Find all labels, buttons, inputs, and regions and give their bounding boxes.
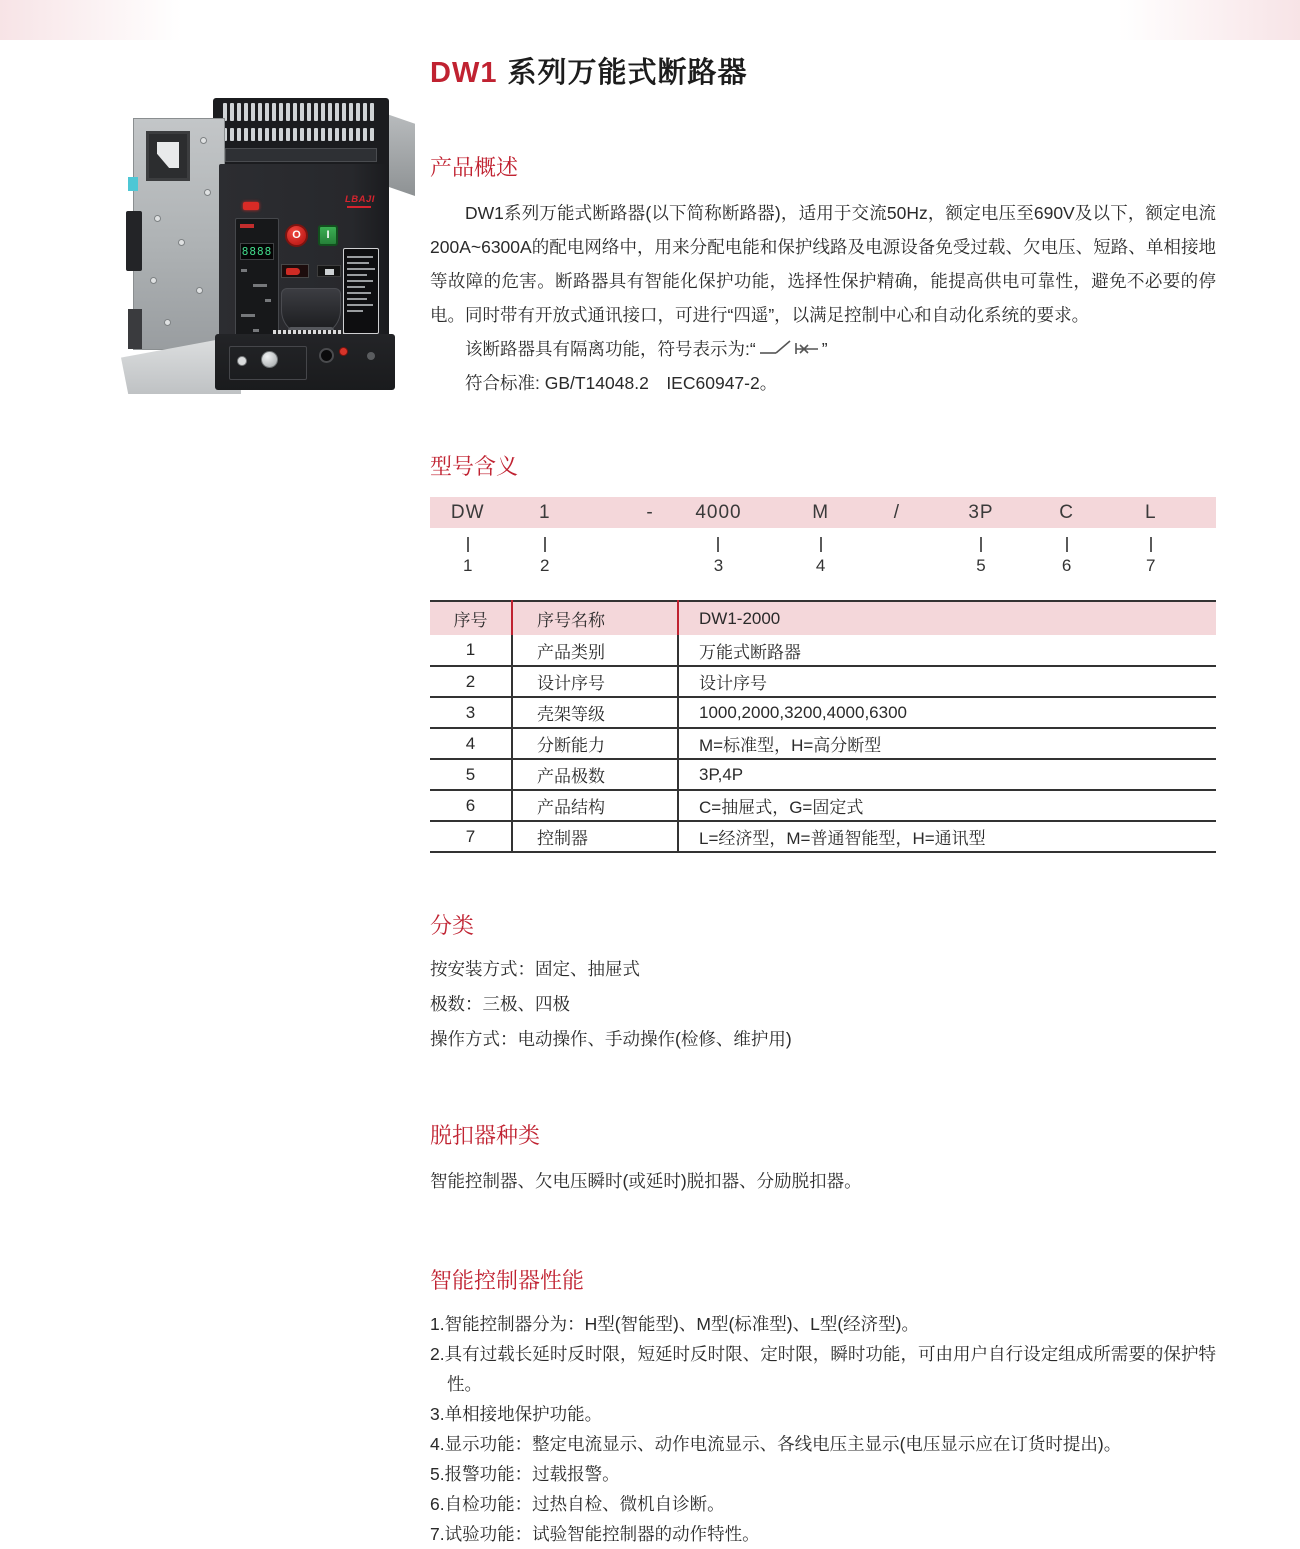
model-table-cell: 产品极数: [512, 759, 678, 790]
nameplate-text-line: [347, 274, 367, 276]
nameplate-text-line: [347, 268, 375, 270]
screw-icon: [154, 215, 161, 222]
isolation-function-symbol-icon: [758, 337, 820, 359]
nameplate-text-line: [347, 298, 367, 300]
nameplate-text-line: [347, 292, 371, 294]
screw-icon: [200, 137, 207, 144]
screw-icon: [204, 189, 211, 196]
controller-logo-mark: [240, 224, 254, 228]
base-dial: [319, 348, 334, 363]
model-segment-label: 4000: [695, 501, 742, 523]
column-header-model: DW1-2000: [678, 601, 1216, 635]
model-segment-label: -: [646, 501, 654, 523]
model-segment-tick: [980, 537, 982, 552]
terminal-pin-icon: [244, 128, 248, 141]
model-code-band: [430, 497, 1216, 528]
model-code-ticks: [430, 537, 1216, 554]
base-knob-small: [237, 356, 247, 366]
column-header-index: 序号: [430, 601, 512, 635]
screw-icon: [178, 239, 185, 246]
nameplate-text-line: [347, 304, 373, 306]
terminal-pin-icon: [293, 103, 297, 121]
model-segment-tick: [1150, 537, 1152, 552]
model-table-cell: 万能式断路器: [699, 642, 801, 662]
classification-line: 极数：三极、四极: [430, 994, 570, 1014]
screw-icon: [164, 319, 171, 326]
terminal-pin-icon: [279, 103, 283, 121]
terminal-label-strip: [225, 148, 377, 162]
model-segment-label: C: [1059, 501, 1075, 523]
controller-glyph: [253, 284, 267, 287]
model-segment-label: /: [893, 501, 901, 523]
model-segment-number: 2: [540, 556, 550, 575]
model-table-cell: 2: [430, 666, 512, 697]
terminal-pin-icon: [293, 128, 297, 141]
model-segment-label: DW: [450, 501, 485, 523]
terminal-pin-icon: [321, 103, 325, 121]
model-table-row: [430, 821, 1216, 852]
terminal-pin-icon: [342, 128, 346, 141]
section-heading-classification: 分类: [430, 913, 475, 938]
model-table-cell: L=经济型，M=普通智能型，H=通讯型: [699, 829, 986, 848]
section-heading-model: 型号含义: [430, 454, 519, 479]
brand-logo-rule: [347, 206, 371, 208]
model-table-cell: 1: [430, 635, 512, 666]
title-series-text: 系列万能式断路器: [507, 57, 748, 89]
performance-item: 7.试验功能：试验智能控制器的动作特性。: [430, 1524, 760, 1544]
model-segment-number: 1: [462, 556, 473, 575]
breaker-terminal-block: [213, 98, 389, 172]
model-table-row: [430, 759, 1216, 790]
terminal-pin-icon: [251, 103, 255, 121]
nameplate-text-line: [347, 310, 363, 312]
model-code-numbers: [430, 556, 1216, 580]
terminal-pin-icon: [286, 103, 290, 121]
nameplate-text-line: [347, 256, 373, 258]
model-table-cell: 控制器: [512, 821, 678, 852]
terminal-pin-icon: [335, 128, 339, 141]
classification-lines: [430, 952, 1216, 1057]
terminal-pin-icon: [349, 128, 353, 141]
model-table-body: [430, 635, 1216, 852]
model-table-cell: 3P,4P: [699, 764, 744, 784]
open-button: O: [285, 224, 308, 247]
terminal-pin-icon: [300, 128, 304, 141]
overview-paragraph: DW1系列万能式断路器(以下简称断路器)，适用于交流50Hz，额定电压至690V及以下，额定电流200A~6300A的配电网络中，用来分配电能和保护线路及电源设备免受过载、欠电压、短路、单相接地等故障的危害。断路器具有智能化保护功能，选择性保护精确，能提高供电可靠性，避免不必要的停电。同时带有开放式通讯接口，可进行“四遥”，以满足控制中心和自动化系统的要求。: [430, 203, 1216, 325]
performance-item: 6.自检功能：过热自检、微机自诊断。: [430, 1494, 725, 1514]
model-segment-number: 6: [1061, 556, 1072, 575]
section-heading-controller-performance: 智能控制器性能: [430, 1268, 585, 1293]
performance-item: 2.具有过载长延时反时限，短延时反时限、定时限，瞬时功能，可由用户自行设定组成所需要的保护特性。: [430, 1344, 1216, 1394]
terminal-pin-icon: [251, 128, 255, 141]
product-photo: [125, 98, 421, 398]
section-heading-trip-units: 脱扣器种类: [430, 1123, 541, 1148]
page-title: [430, 50, 1216, 91]
terminal-pin-icon: [258, 103, 262, 121]
controller-glyph: [241, 314, 255, 317]
terminal-pin-icon: [237, 128, 241, 141]
model-table-row: [430, 728, 1216, 759]
breaker-front-panel: [219, 164, 389, 340]
isolation-text-prefix: 该断路器具有隔离功能，符号表示为:“: [465, 339, 756, 359]
digital-display: 8888: [241, 245, 273, 258]
model-table-cell: 3: [430, 697, 512, 728]
nameplate-text-line: [347, 280, 373, 282]
model-segment-tick: [717, 537, 719, 552]
screw-icon: [150, 277, 157, 284]
terminal-pin-icon: [328, 103, 332, 121]
standards-line: 符合标准: GB/T14048.2 IEC60947-2。: [465, 373, 778, 393]
model-table-cell: 设计序号: [512, 666, 678, 697]
terminal-pin-icon: [272, 128, 276, 141]
model-table-header-row: [430, 601, 1216, 635]
breaker-cradle-frame: [133, 118, 225, 350]
terminal-pin-icon: [307, 128, 311, 141]
model-segment-label: L: [1144, 501, 1157, 523]
model-segment-tick: [820, 537, 822, 552]
controller-glyph: [253, 329, 259, 332]
trip-indicator-flag: [286, 268, 300, 275]
performance-item: 1.智能控制器分为：H型(智能型)、M型(标准型)、L型(经济型)。: [430, 1314, 920, 1334]
model-segment-tick: [1066, 537, 1068, 552]
terminal-pin-icon: [265, 103, 269, 121]
main-content: [430, 0, 1216, 1549]
terminal-pin-icon: [356, 103, 360, 121]
charge-indicator-window: [317, 265, 341, 277]
terminal-pin-icon: [370, 128, 374, 141]
terminal-pin-icon: [370, 103, 374, 121]
screw-icon: [196, 287, 203, 294]
cradle-window: [146, 131, 190, 181]
section-heading-overview: 产品概述: [430, 155, 519, 180]
model-table-cell: 7: [430, 821, 512, 852]
terminal-pin-icon: [279, 128, 283, 141]
model-table-row: [430, 790, 1216, 821]
overview-isolation-line: [430, 332, 1216, 366]
model-table-cell: 6: [430, 790, 512, 821]
terminal-pin-icon: [237, 103, 241, 121]
model-segment-number: 4: [815, 556, 826, 575]
terminal-pin-icon: [230, 128, 234, 141]
nameplate-text-line: [347, 286, 365, 288]
model-table-cell: 5: [430, 759, 512, 790]
charging-handle: [281, 288, 341, 336]
model-table-row: [430, 666, 1216, 697]
terminal-pin-icon: [314, 128, 318, 141]
terminal-pin-icon: [272, 103, 276, 121]
terminal-pin-icon: [265, 128, 269, 141]
rating-nameplate: [343, 248, 379, 334]
cyan-indicator-chip: [128, 177, 138, 191]
controller-glyph: [265, 299, 271, 302]
cradle-window-insert: [157, 142, 179, 168]
performance-item: 3.单相接地保护功能。: [430, 1404, 603, 1424]
terminal-pin-icon: [363, 128, 367, 141]
model-segment-number: 3: [713, 556, 724, 575]
nameplate-text-line: [347, 262, 369, 264]
column-header-name: 序号名称: [512, 601, 678, 635]
terminal-pin-icon: [349, 103, 353, 121]
model-table-cell: C=抽屉式，G=固定式: [699, 798, 864, 817]
performance-item: 5.报警功能：过载报警。: [430, 1464, 620, 1484]
model-table-row: [430, 697, 1216, 728]
model-table-cell: 设计序号: [699, 674, 767, 693]
terminal-pin-icon: [307, 103, 311, 121]
terminal-pin-icon: [335, 103, 339, 121]
terminal-pin-icon: [342, 103, 346, 121]
status-led: [243, 202, 259, 210]
brand-logo: LBAJI: [345, 194, 375, 205]
side-bracket: [128, 309, 142, 349]
terminal-pin-icon: [258, 128, 262, 141]
base-red-cap: [339, 347, 348, 356]
controller-performance-list: [430, 1309, 1216, 1549]
model-table-cell: M=标准型，H=高分断型: [699, 736, 882, 755]
model-meaning-table: [430, 600, 1216, 853]
terminal-pin-icon: [244, 103, 248, 121]
model-segment-number: 5: [976, 556, 986, 575]
model-table-cell: 产品结构: [512, 790, 678, 821]
terminal-pin-icon: [286, 128, 290, 141]
controller-glyph: [241, 269, 247, 272]
model-table-cell: 分断能力: [512, 728, 678, 759]
trip-indicator-window: [281, 264, 309, 278]
model-table-cell: 壳架等级: [512, 697, 678, 728]
classification-line: 操作方式：电动操作、手动操作(检修、维护用): [430, 1029, 792, 1049]
title-model-code: DW1: [430, 57, 498, 89]
terminal-pin-icon: [321, 128, 325, 141]
model-table-cell: 4: [430, 728, 512, 759]
isolation-text-suffix: ”: [821, 339, 828, 359]
model-segment-tick: [467, 537, 469, 552]
terminal-pin-icon: [328, 128, 332, 141]
model-segment-label: 3P: [968, 501, 994, 523]
model-table-cell: 1000,2000,3200,4000,6300: [699, 702, 907, 722]
charge-indicator-flag: [325, 269, 334, 275]
model-table-cell: 产品类别: [512, 635, 678, 666]
terminal-pin-icon: [363, 103, 367, 121]
close-button: I: [318, 225, 338, 246]
model-table-row: [430, 635, 1216, 666]
model-segment-label: M: [812, 501, 830, 523]
terminal-pin-icon: [314, 103, 318, 121]
base-port: [367, 352, 375, 360]
base-knob-silver: [261, 351, 278, 368]
breaker-base-unit: [215, 334, 395, 390]
trip-units-line: 智能控制器、欠电压瞬时(或延时)脱扣器、分励脱扣器。: [430, 1171, 862, 1191]
classification-line: 按安装方式：固定、抽屉式: [430, 959, 640, 979]
terminal-pin-row: [223, 128, 379, 141]
terminal-pin-icon: [300, 103, 304, 121]
model-segment-label: 1: [538, 501, 551, 523]
terminal-pin-icon: [230, 103, 234, 121]
performance-item: 4.显示功能：整定电流显示、动作电流显示、各线电压主显示(电压显示应在订货时提出)。: [430, 1434, 1122, 1454]
model-segment-tick: [544, 537, 546, 552]
terminal-pin-icon: [356, 128, 360, 141]
side-bracket: [126, 211, 142, 271]
model-segment-number: 7: [1146, 556, 1156, 575]
terminal-pin-row: [223, 103, 379, 121]
